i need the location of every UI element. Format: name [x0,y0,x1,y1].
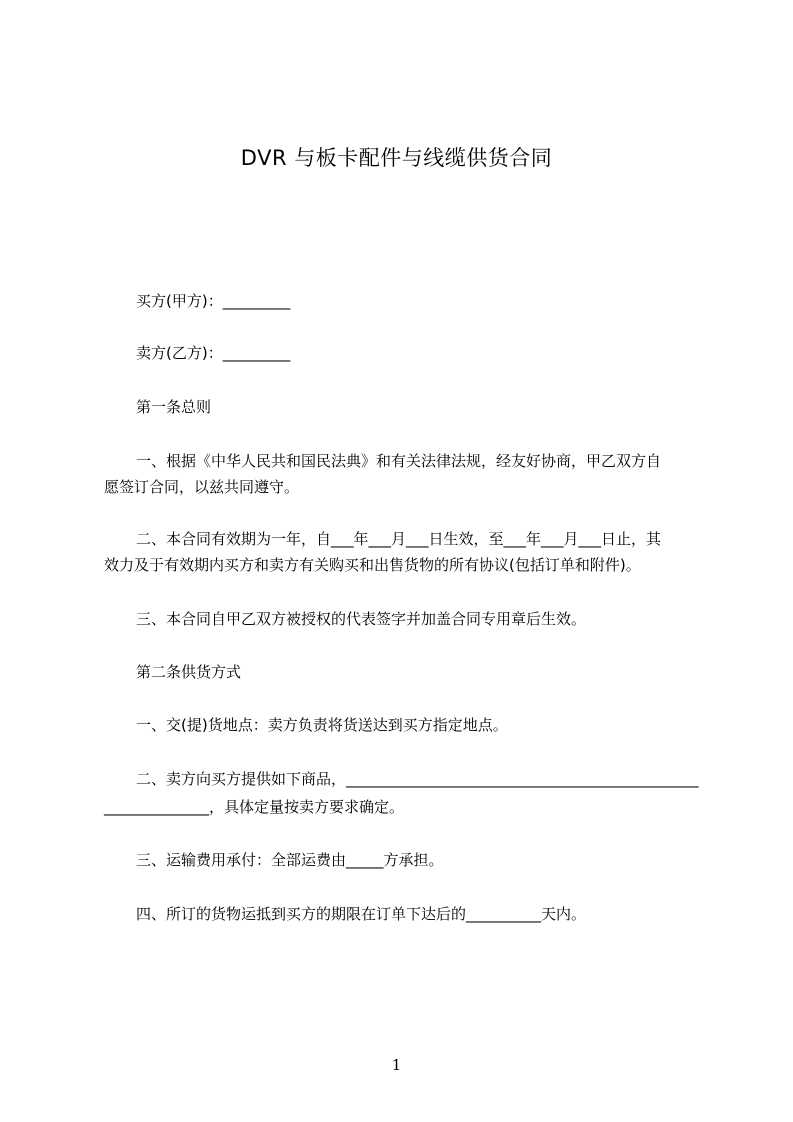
article-1-item-1-line-1: 一、根据《中华人民共和国民法典》和有关法律法规，经友好协商，甲乙双方自 [136,452,662,470]
article-1-item-2-line-1: 二、本合同有效期为一年，自___年___月___日生效，至___年___月___日止，其 [136,530,662,548]
article-2-heading: 第二条供货方式 [136,663,242,681]
document-title: DVR 与板卡配件与线缆供货合同 [240,146,553,170]
article-1-heading: 第一条总则 [136,398,212,416]
article-2-item-1: 一、交(提)货地点：卖方负责将货送达到买方指定地点。 [136,716,508,734]
article-2-item-3: 三、运输费用承付：全部运费由_____方承担。 [136,851,444,869]
article-2-item-2-line-1: 二、卖方向买方提供如下商品，_______________________________________________ [136,770,699,788]
article-1-item-1-line-2: 愿签订合同，以兹共同遵守。 [104,478,300,496]
article-1-item-2-line-2: 效力及于有效期内买方和卖方有关购买和出售货物的所有协议(包括订单和附件)。 [104,556,641,574]
buyer-line: 买方(甲方)：_________ [136,292,291,310]
article-2-item-2-line-2: ______________，具体定量按卖方要求确定。 [104,798,405,816]
page-number: 1 [391,1056,402,1074]
seller-line: 卖方(乙方)：_________ [136,344,291,362]
article-2-item-4: 四、所订的货物运抵到买方的期限在订单下达后的__________天内。 [136,905,587,923]
article-1-item-3: 三、本合同自甲乙双方被授权的代表签字并加盖合同专用章后生效。 [136,610,587,628]
